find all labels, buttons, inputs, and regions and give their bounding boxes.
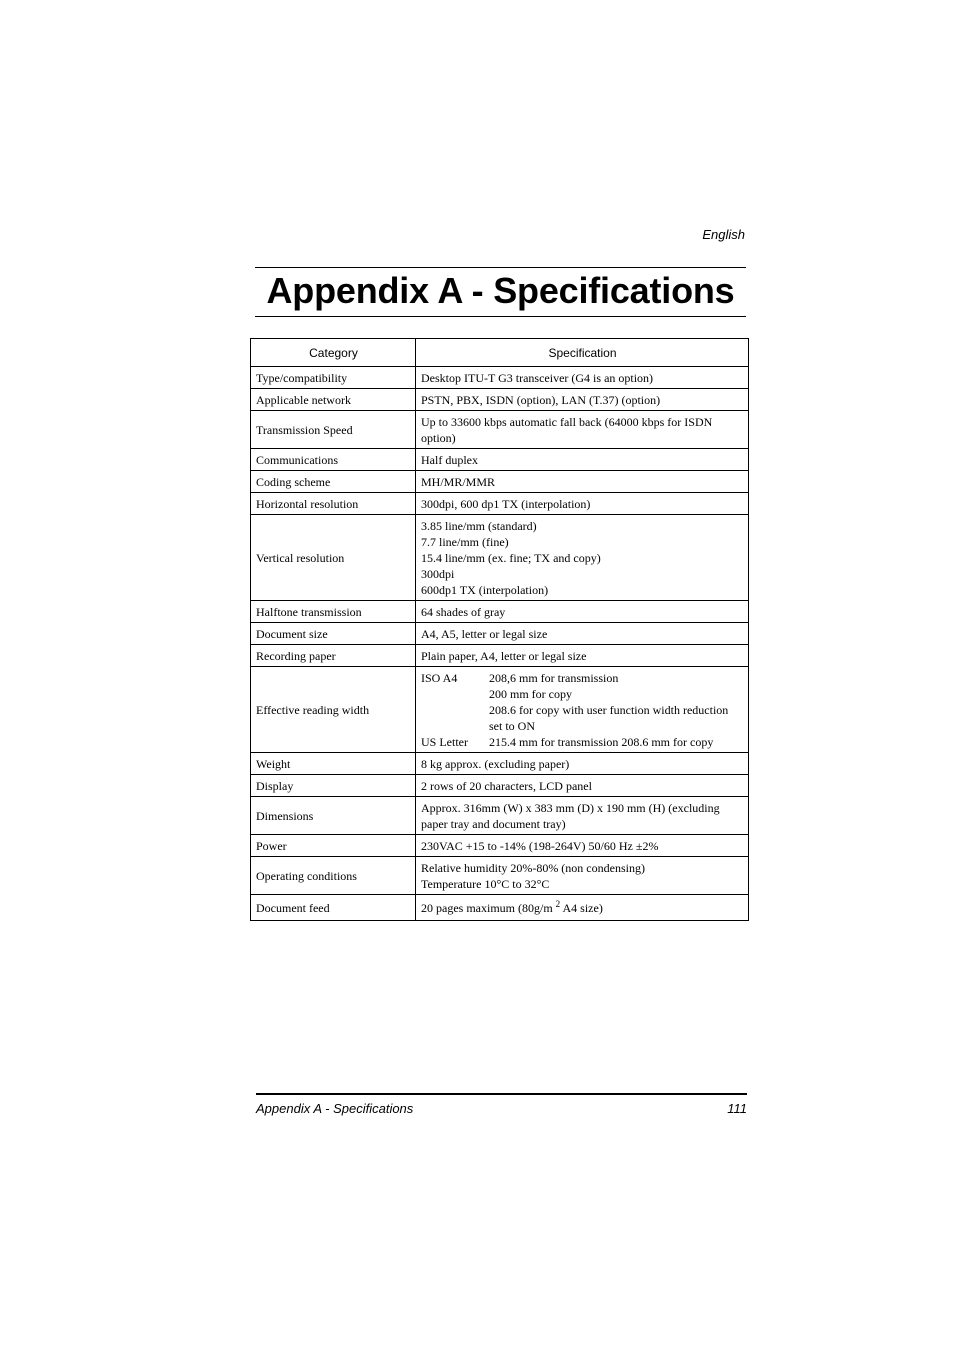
spec-cell: MH/MR/MMR [416, 471, 749, 493]
table-row [251, 449, 749, 471]
table-row [251, 601, 749, 623]
table-row [251, 895, 749, 921]
spec-line: 7.7 line/mm (fine) [421, 535, 509, 549]
spec-cell [416, 857, 749, 895]
spec-cell: A4, A5, letter or legal size [416, 623, 749, 645]
spec-cell: Approx. 316mm (W) x 383 mm (D) x 190 mm (H) (excluding paper tray and document tray) [416, 797, 749, 835]
table-row [251, 835, 749, 857]
category-cell: Applicable network [251, 389, 416, 411]
spec-line: 208.6 for copy with user function width reduction set to ON [489, 703, 729, 733]
spec-cell: 2 rows of 20 characters, LCD panel [416, 775, 749, 797]
category-cell: Halftone transmission [251, 601, 416, 623]
category-cell: Recording paper [251, 645, 416, 667]
table-row [251, 471, 749, 493]
spec-cell: Half duplex [416, 449, 749, 471]
table-row [251, 367, 749, 389]
category-cell: Effective reading width [251, 667, 416, 753]
us-label: US Letter [421, 735, 468, 749]
title-bottom-rule [255, 316, 746, 317]
spec-line: 15.4 line/mm (ex. fine; TX and copy) [421, 551, 601, 565]
spec-cell: 64 shades of gray [416, 601, 749, 623]
table-row [251, 667, 749, 753]
table-row [251, 623, 749, 645]
page-number: 111 [727, 1101, 747, 1116]
spec-cell: 230VAC +15 to -14% (198-264V) 50/60 Hz ±2% [416, 835, 749, 857]
table-row [251, 411, 749, 449]
category-cell: Coding scheme [251, 471, 416, 493]
spec-line: 300dpi [421, 567, 455, 581]
footer-rule [256, 1093, 747, 1095]
header-specification: Specification [416, 339, 749, 367]
category-cell: Document feed [251, 895, 416, 921]
table-row [251, 797, 749, 835]
spec-text: A4 size) [560, 901, 603, 915]
table-row [251, 493, 749, 515]
iso-label: ISO A4 [421, 671, 458, 685]
spec-cell: 8 kg approx. (excluding paper) [416, 753, 749, 775]
spec-line: Temperature 10°C to 32°C [421, 877, 550, 891]
spec-line: 200 mm for copy [489, 687, 572, 701]
table-row [251, 753, 749, 775]
spec-line: 600dp1 TX (interpolation) [421, 583, 549, 597]
spec-text: 20 pages maximum (80g/m [421, 901, 556, 915]
category-cell: Power [251, 835, 416, 857]
header-category: Category [251, 339, 416, 367]
category-cell: Display [251, 775, 416, 797]
spec-cell [416, 895, 749, 921]
category-cell: Document size [251, 623, 416, 645]
category-cell: Horizontal resolution [251, 493, 416, 515]
superscript: 2 [555, 899, 561, 909]
spec-cell: Plain paper, A4, letter or legal size [416, 645, 749, 667]
spec-line: 3.85 line/mm (standard) [421, 519, 537, 533]
spec-cell: Up to 33600 kbps automatic fall back (64000 kbps for ISDN option) [416, 411, 749, 449]
category-cell: Transmission Speed [251, 411, 416, 449]
table-row [251, 775, 749, 797]
spec-line: Relative humidity 20%-80% (non condensing) [421, 861, 645, 875]
category-cell: Weight [251, 753, 416, 775]
category-cell: Operating conditions [251, 857, 416, 895]
table-row [251, 857, 749, 895]
category-cell: Type/compatibility [251, 367, 416, 389]
specifications-table [250, 338, 749, 921]
us-value: 215.4 mm for transmission 208.6 mm for copy [489, 735, 714, 749]
page-title: Appendix A - Specifications [266, 270, 735, 311]
table-row [251, 389, 749, 411]
iso-values [489, 670, 744, 734]
table-row [251, 515, 749, 601]
spec-cell: Desktop ITU-T G3 transceiver (G4 is an option) [416, 367, 749, 389]
category-cell: Vertical resolution [251, 515, 416, 601]
spec-cell [416, 667, 749, 753]
spec-cell [416, 515, 749, 601]
table-row [251, 645, 749, 667]
spec-cell: 300dpi, 600 dp1 TX (interpolation) [416, 493, 749, 515]
category-cell: Communications [251, 449, 416, 471]
category-cell: Dimensions [251, 797, 416, 835]
footer-section-title: Appendix A - Specifications [256, 1101, 414, 1116]
header-language: English [702, 227, 745, 242]
table-header-row [251, 339, 749, 367]
spec-cell: PSTN, PBX, ISDN (option), LAN (T.37) (option) [416, 389, 749, 411]
reading-width-grid [421, 670, 744, 750]
spec-line: 208,6 mm for transmission [489, 671, 619, 685]
